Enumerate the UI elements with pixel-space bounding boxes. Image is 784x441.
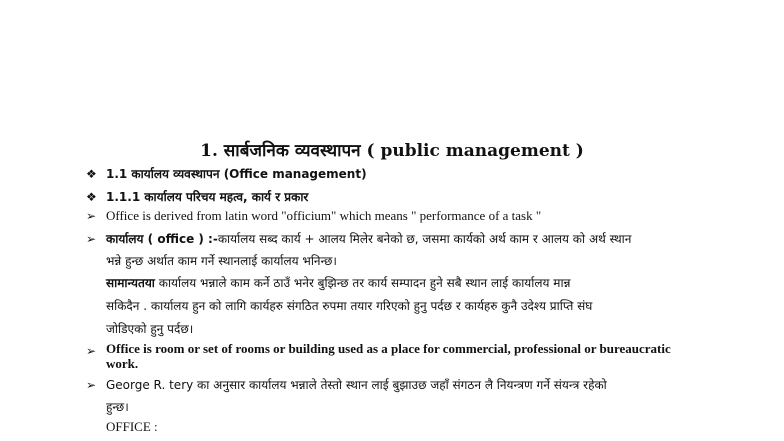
list-item-text-continued: भन्ने हुन्छ अर्थात काम गर्ने स्थानलाई कार्यालय भनिन्छ।: [106, 254, 337, 268]
list-item-text: George R. tery का अनुसार कार्यालय भन्नाले तेस्तो स्थान लाई बुझाउछ जहाँ संगठन लै नियन्त्रण गर्ने संयन्त्र रहेको: [106, 378, 607, 392]
section-heading: 1.1 कार्यालय व्यवस्थापन (Office management): [106, 167, 367, 181]
term-label: कार्यालय ( office ) :-: [106, 232, 218, 246]
office-heading: OFFICE :: [106, 419, 158, 434]
paragraph-line: कार्यालय भन्नाले काम कर्ने ठाउँ भनेर बुझिन्छ तर कार्य सम्पादन हुने सबै स्थान लाई कार्यालय मान्न: [154, 276, 571, 290]
paragraph-line: जोडिएको हुनु पर्दछ।: [106, 322, 194, 336]
paragraph: [106, 272, 726, 341]
subsection-heading: 1.1.1 कार्यालय परिचय महत्व, कार्य र प्रकार: [106, 190, 309, 204]
list-item-text: कार्यालय सब्द कार्य + आलय मिलेर बनेको छ, जसमा कार्यको अर्थ काम र आलय को अर्थ स्थान: [217, 232, 632, 246]
paragraph-line: सकिदैन . कार्यालय हुन को लागि कार्यहरु संगठित रुपमा तयार गरिएको हुनु पर्दछ र कार्यहरु कुनै उदेश्य प्राप्ति संघ: [106, 299, 593, 313]
diamond-bullet-icon: ❖: [86, 167, 97, 181]
list-item-text-continued: हुन्छ।: [106, 400, 129, 414]
list-item-text-continued: work.: [106, 356, 139, 371]
arrow-bullet-icon: ➢: [86, 209, 97, 223]
paragraph-lead: सामान्यतया: [106, 276, 155, 290]
arrow-bullet-icon: ➢: [86, 232, 97, 246]
document-title: 1. सार्बजनिक व्यवस्थापन ( public management ): [200, 141, 584, 161]
list-item-text: Office is derived from latin word "officium" which means " performance of a task ": [106, 208, 542, 223]
arrow-bullet-icon: ➢: [86, 344, 97, 358]
arrow-bullet-icon: ➢: [86, 378, 97, 392]
diamond-bullet-icon: ❖: [86, 190, 97, 204]
list-item-text: Office is room or set of rooms or building used as a place for commercial, professional or bureaucratic: [106, 341, 671, 356]
